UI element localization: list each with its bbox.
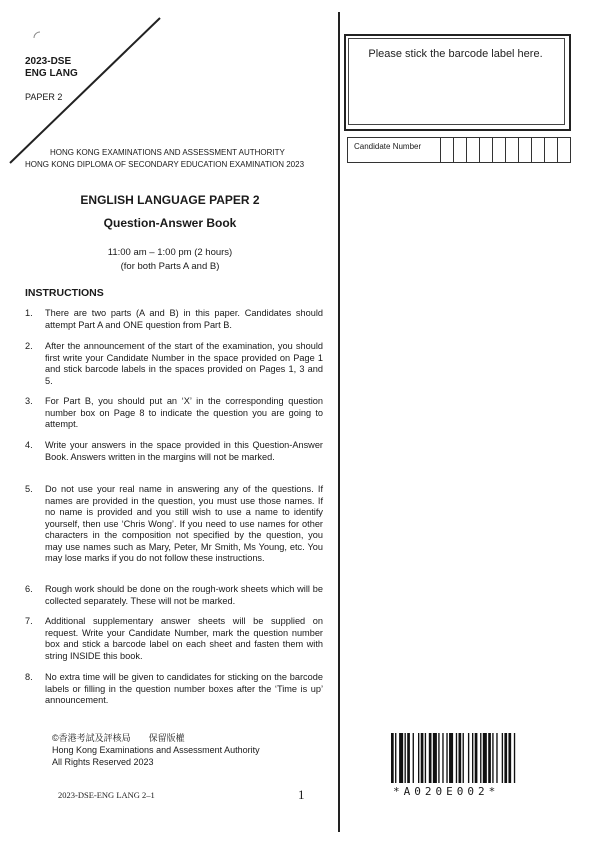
instruction-number: 8. bbox=[25, 672, 33, 682]
candidate-number-cell[interactable] bbox=[558, 138, 570, 162]
instructions-heading: INSTRUCTIONS bbox=[25, 287, 104, 299]
candidate-number-table bbox=[347, 137, 571, 163]
page-divider bbox=[338, 12, 340, 832]
candidate-number-cell[interactable] bbox=[480, 138, 493, 162]
instruction-item bbox=[25, 308, 323, 331]
instruction-number: 6. bbox=[25, 584, 33, 594]
instruction-text: After the announcement of the start of the examination, you should first write your Candidate Number in the space provided on Page 1 and stick barcode labels in the spaces provided on Pages 1, 3 and 5. bbox=[45, 341, 323, 386]
instruction-number: 7. bbox=[25, 616, 33, 626]
candidate-number-cell[interactable] bbox=[519, 138, 532, 162]
candidate-number-cell[interactable] bbox=[493, 138, 506, 162]
candidate-number-cell[interactable] bbox=[454, 138, 467, 162]
exam-time: 11:00 am – 1:00 pm (2 hours) bbox=[107, 247, 233, 258]
exam-code: 2023-DSE bbox=[25, 56, 72, 67]
candidate-number-label: Candidate Number bbox=[348, 138, 441, 162]
instruction-item bbox=[25, 484, 323, 565]
instruction-text: Rough work should be done on the rough-work sheets which will be collected separately. These will not be marked. bbox=[45, 584, 323, 606]
instruction-text: For Part B, you should put an ‘X’ in the corresponding question number box on Page 8 to indicate the question you are going to attempt. bbox=[45, 396, 323, 429]
instruction-item bbox=[25, 672, 323, 707]
candidate-number-cell[interactable] bbox=[441, 138, 454, 162]
candidate-number-cell[interactable] bbox=[545, 138, 558, 162]
paper-label: PAPER 2 bbox=[25, 92, 63, 102]
instruction-item bbox=[25, 616, 323, 662]
candidate-number-cell[interactable] bbox=[532, 138, 545, 162]
instruction-text: There are two parts (A and B) in this paper. Candidates should attempt Part A and ONE question from Part B. bbox=[45, 308, 323, 330]
footer-code: 2023-DSE-ENG LANG 2–1 bbox=[58, 790, 155, 800]
instruction-text: No extra time will be given to candidates for sticking on the barcode labels or filling in the question number boxes after the ‘Time is up’ announcement. bbox=[45, 672, 323, 705]
authority-name: HONG KONG EXAMINATIONS AND ASSESSMENT AUTHORITY bbox=[50, 148, 285, 157]
instruction-number: 5. bbox=[25, 484, 33, 494]
instruction-text: Do not use your real name in answering any of the questions. If names are provided in the question, you must use those names. If no name is provided and you still wish to use a name to identify yourself, then use ‘Chris Wong’. If you need to use names for other characters in the composition not specified by the question, you may use names such as Mary, Peter, Mr Smith, Ms Young, etc. You may lose marks if you do not follow these instructions. bbox=[45, 484, 323, 563]
exam-scope: (for both Parts A and B) bbox=[120, 261, 220, 272]
instruction-item bbox=[25, 440, 323, 463]
instruction-number: 3. bbox=[25, 396, 33, 406]
copyright-authority: Hong Kong Examinations and Assessment Authority bbox=[52, 745, 260, 755]
barcode-number: *A020E002* bbox=[393, 785, 500, 798]
instruction-number: 1. bbox=[25, 308, 33, 318]
instruction-item bbox=[25, 584, 323, 607]
paper-subtitle: Question-Answer Book bbox=[103, 216, 237, 230]
instruction-item bbox=[25, 396, 323, 431]
copyright-rights: All Rights Reserved 2023 bbox=[52, 757, 154, 767]
instruction-text: Additional supplementary answer sheets will be supplied on request. Write your Candidate Number, mark the question number box and stick a barcode label on each sheet and fasten them with string INSIDE this book. bbox=[45, 616, 323, 661]
instruction-item bbox=[25, 341, 323, 387]
barcode-image bbox=[391, 733, 565, 783]
page-number: 1 bbox=[298, 787, 305, 802]
instruction-number: 4. bbox=[25, 440, 33, 450]
candidate-number-cell[interactable] bbox=[506, 138, 519, 162]
exam-name: HONG KONG DIPLOMA OF SECONDARY EDUCATION EXAMINATION 2023 bbox=[25, 160, 305, 169]
copyright-chinese: ©香港考試及評核局 保留版權 bbox=[52, 733, 185, 743]
instruction-number: 2. bbox=[25, 341, 33, 351]
subject-code: ENG LANG bbox=[25, 68, 78, 79]
candidate-number-cell[interactable] bbox=[467, 138, 480, 162]
barcode-prompt: Please stick the barcode label here. bbox=[368, 48, 543, 60]
paper-title: ENGLISH LANGUAGE PAPER 2 bbox=[80, 193, 260, 207]
instruction-text: Write your answers in the space provided in this Question-Answer Book. Answers written in the margins will not be marked. bbox=[45, 440, 323, 462]
